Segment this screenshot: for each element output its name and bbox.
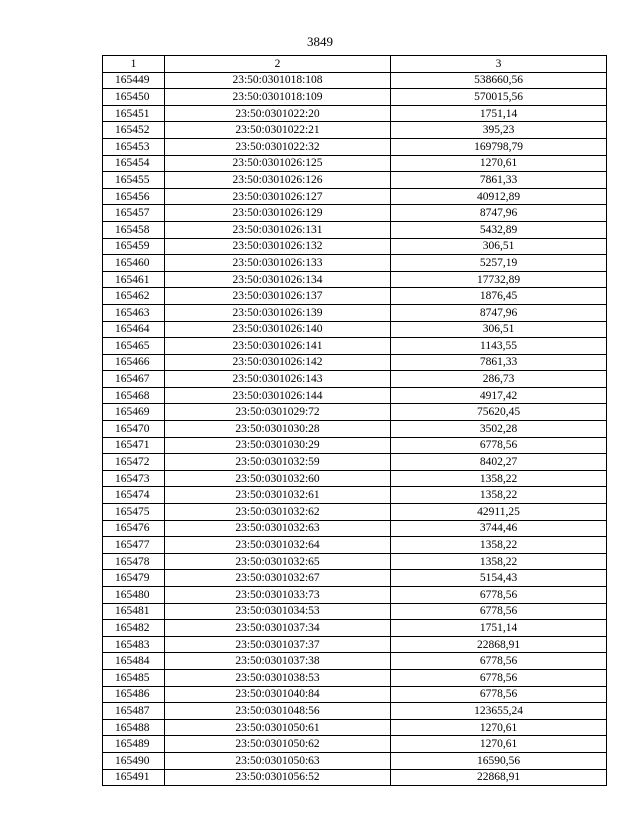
value-cell: 1270,61 [391,155,607,172]
value-cell: 4917,42 [391,387,607,404]
table-row [103,520,607,537]
cadastral-number-cell: 23:50:0301026:129 [165,205,391,222]
table-row [103,587,607,604]
value-cell: 570015,56 [391,89,607,106]
row-number-cell: 165482 [103,620,165,637]
table-row [103,271,607,288]
row-number-cell: 165474 [103,487,165,504]
cadastral-number-cell: 23:50:0301056:52 [165,769,391,786]
cadastral-number-cell: 23:50:0301026:132 [165,238,391,255]
table-row [103,487,607,504]
row-number-cell: 165489 [103,736,165,753]
value-cell: 17732,89 [391,271,607,288]
table-row [103,454,607,471]
cadastral-number-cell: 23:50:0301040:84 [165,686,391,703]
table-row [103,769,607,786]
value-cell: 5257,19 [391,255,607,272]
value-cell: 7861,33 [391,172,607,189]
row-number-cell: 165463 [103,304,165,321]
row-number-cell: 165464 [103,321,165,338]
cadastral-number-cell: 23:50:0301029:72 [165,404,391,421]
table-row [103,354,607,371]
table-row [103,404,607,421]
value-cell: 7861,33 [391,354,607,371]
table-row [103,155,607,172]
row-number-cell: 165469 [103,404,165,421]
table-row [103,205,607,222]
row-number-cell: 165490 [103,752,165,769]
value-cell: 3744,46 [391,520,607,537]
cadastral-number-cell: 23:50:0301034:53 [165,603,391,620]
table-row [103,686,607,703]
table-row [103,570,607,587]
row-number-cell: 165480 [103,587,165,604]
table-row [103,504,607,521]
table-row [103,105,607,122]
value-cell: 286,73 [391,371,607,388]
value-cell: 1876,45 [391,288,607,305]
value-cell: 6778,56 [391,587,607,604]
column-header-2: 2 [165,56,391,73]
row-number-cell: 165486 [103,686,165,703]
value-cell: 8747,96 [391,205,607,222]
cadastral-number-cell: 23:50:0301026:142 [165,354,391,371]
row-number-cell: 165472 [103,454,165,471]
cadastral-number-cell: 23:50:0301032:63 [165,520,391,537]
row-number-cell: 165481 [103,603,165,620]
value-cell: 6778,56 [391,686,607,703]
value-cell: 1358,22 [391,487,607,504]
table-body [103,72,607,786]
table-row [103,304,607,321]
value-cell: 42911,25 [391,504,607,521]
column-header-3: 3 [391,56,607,73]
cadastral-number-cell: 23:50:0301032:59 [165,454,391,471]
cadastral-number-cell: 23:50:0301032:67 [165,570,391,587]
table-row [103,669,607,686]
row-number-cell: 165477 [103,537,165,554]
value-cell: 5154,43 [391,570,607,587]
row-number-cell: 165451 [103,105,165,122]
value-cell: 75620,45 [391,404,607,421]
table-row [103,653,607,670]
cadastral-number-cell: 23:50:0301022:32 [165,138,391,155]
cadastral-number-cell: 23:50:0301026:141 [165,338,391,355]
table-row [103,288,607,305]
table-row [103,736,607,753]
row-number-cell: 165453 [103,138,165,155]
cadastral-number-cell: 23:50:0301032:64 [165,537,391,554]
row-number-cell: 165461 [103,271,165,288]
cadastral-number-cell: 23:50:0301018:109 [165,89,391,106]
value-cell: 123655,24 [391,703,607,720]
row-number-cell: 165466 [103,354,165,371]
cadastral-number-cell: 23:50:0301030:28 [165,421,391,438]
value-cell: 16590,56 [391,752,607,769]
value-cell: 1270,61 [391,719,607,736]
table-row [103,537,607,554]
row-number-cell: 165457 [103,205,165,222]
value-cell: 1751,14 [391,620,607,637]
row-number-cell: 165450 [103,89,165,106]
cadastral-number-cell: 23:50:0301032:60 [165,470,391,487]
value-cell: 8402,27 [391,454,607,471]
value-cell: 1143,55 [391,338,607,355]
cadastral-number-cell: 23:50:0301026:127 [165,188,391,205]
cadastral-number-cell: 23:50:0301026:134 [165,271,391,288]
cadastral-number-cell: 23:50:0301026:139 [165,304,391,321]
cadastral-number-cell: 23:50:0301032:61 [165,487,391,504]
table-row [103,172,607,189]
row-number-cell: 165471 [103,437,165,454]
cadastral-number-cell: 23:50:0301022:21 [165,122,391,139]
table-row [103,719,607,736]
value-cell: 306,51 [391,321,607,338]
value-cell: 1270,61 [391,736,607,753]
row-number-cell: 165487 [103,703,165,720]
value-cell: 8747,96 [391,304,607,321]
row-number-cell: 165452 [103,122,165,139]
row-number-cell: 165454 [103,155,165,172]
cadastral-number-cell: 23:50:0301050:61 [165,719,391,736]
row-number-cell: 165473 [103,470,165,487]
cadastral-number-cell: 23:50:0301032:65 [165,553,391,570]
value-cell: 6778,56 [391,653,607,670]
value-cell: 538660,56 [391,72,607,89]
cadastral-number-cell: 23:50:0301026:137 [165,288,391,305]
value-cell: 1358,22 [391,470,607,487]
header-row [103,56,607,73]
cadastral-number-cell: 23:50:0301026:126 [165,172,391,189]
table-row [103,338,607,355]
value-cell: 5432,89 [391,221,607,238]
row-number-cell: 165484 [103,653,165,670]
table-row [103,89,607,106]
row-number-cell: 165488 [103,719,165,736]
row-number-cell: 165478 [103,553,165,570]
table-row [103,221,607,238]
value-cell: 3502,28 [391,421,607,438]
cadastral-number-cell: 23:50:0301022:20 [165,105,391,122]
row-number-cell: 165479 [103,570,165,587]
table-row [103,703,607,720]
table-row [103,752,607,769]
table-row [103,188,607,205]
cadastral-number-cell: 23:50:0301038:53 [165,669,391,686]
table-row [103,421,607,438]
cadastral-number-cell: 23:50:0301032:62 [165,504,391,521]
cadastral-number-cell: 23:50:0301050:62 [165,736,391,753]
cadastral-number-cell: 23:50:0301048:56 [165,703,391,720]
data-table [102,55,607,786]
cadastral-number-cell: 23:50:0301037:37 [165,636,391,653]
table-row [103,72,607,89]
row-number-cell: 165476 [103,520,165,537]
row-number-cell: 165485 [103,669,165,686]
table-row [103,553,607,570]
table-row [103,470,607,487]
value-cell: 22868,91 [391,636,607,653]
value-cell: 1358,22 [391,537,607,554]
value-cell: 6778,56 [391,669,607,686]
row-number-cell: 165468 [103,387,165,404]
table-row [103,437,607,454]
cadastral-number-cell: 23:50:0301026:140 [165,321,391,338]
cadastral-number-cell: 23:50:0301018:108 [165,72,391,89]
value-cell: 306,51 [391,238,607,255]
table-row [103,371,607,388]
table-row [103,122,607,139]
table-row [103,387,607,404]
cadastral-number-cell: 23:50:0301026:133 [165,255,391,272]
cadastral-number-cell: 23:50:0301026:125 [165,155,391,172]
row-number-cell: 165475 [103,504,165,521]
table-row [103,636,607,653]
page-number: 3849 [307,34,333,49]
table-row [103,603,607,620]
row-number-cell: 165449 [103,72,165,89]
row-number-cell: 165460 [103,255,165,272]
cadastral-number-cell: 23:50:0301026:131 [165,221,391,238]
row-number-cell: 165456 [103,188,165,205]
row-number-cell: 165467 [103,371,165,388]
row-number-cell: 165459 [103,238,165,255]
row-number-cell: 165483 [103,636,165,653]
row-number-cell: 165470 [103,421,165,438]
value-cell: 6778,56 [391,437,607,454]
cadastral-number-cell: 23:50:0301037:34 [165,620,391,637]
value-cell: 1751,14 [391,105,607,122]
value-cell: 22868,91 [391,769,607,786]
table-row [103,620,607,637]
column-header-1: 1 [103,56,165,73]
table-row [103,238,607,255]
value-cell: 169798,79 [391,138,607,155]
row-number-cell: 165458 [103,221,165,238]
row-number-cell: 165465 [103,338,165,355]
value-cell: 6778,56 [391,603,607,620]
value-cell: 40912,89 [391,188,607,205]
cadastral-number-cell: 23:50:0301037:38 [165,653,391,670]
table-row [103,138,607,155]
cadastral-number-cell: 23:50:0301033:73 [165,587,391,604]
row-number-cell: 165462 [103,288,165,305]
cadastral-number-cell: 23:50:0301030:29 [165,437,391,454]
cadastral-number-cell: 23:50:0301050:63 [165,752,391,769]
row-number-cell: 165455 [103,172,165,189]
value-cell: 395,23 [391,122,607,139]
cadastral-number-cell: 23:50:0301026:143 [165,371,391,388]
row-number-cell: 165491 [103,769,165,786]
cadastral-number-cell: 23:50:0301026:144 [165,387,391,404]
value-cell: 1358,22 [391,553,607,570]
table-row [103,255,607,272]
table-row [103,321,607,338]
